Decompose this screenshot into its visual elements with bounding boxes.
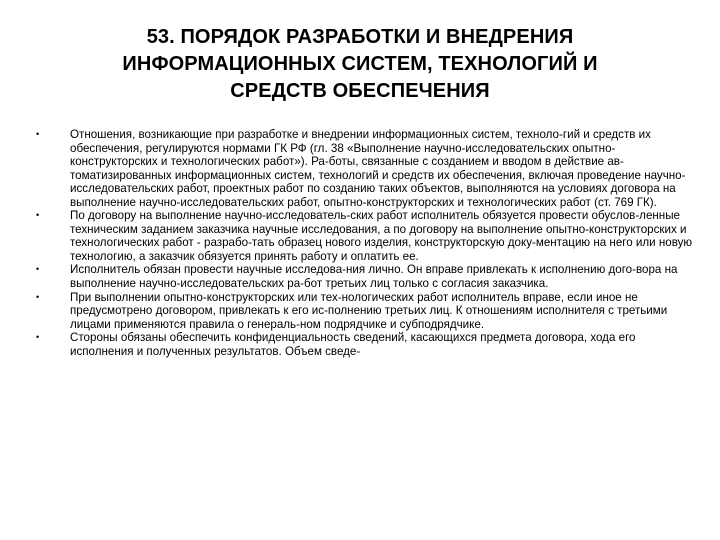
bullet-icon: • [36,210,40,221]
bullet-icon: • [36,291,40,302]
bullet-text: Исполнитель обязан провести научные исследова-ния лично. Он вправе привлекать к исполнению дого-вора на выполнение научно-исследовательских ра-бот третьих лиц только с согласия заказчика. [70,263,678,290]
slide-title [40,24,680,105]
bullet-item [36,128,696,209]
bullet-item [36,263,696,290]
bullet-text: Отношения, возникающие при разработке и внедрении информационных систем, техноло-гий и средств их обеспечения, регулируются нормами ГК РФ (гл. 38 «Выполнение научно-исследовательских опытно-конструкторских и технологических работ»). Ра-боты, связанные с созданием и вводом в действие ав-томатизированных информационных систем, технологий и средств их обеспечения, включая проведение научно-исследовательских работ, проектных работ по созданию таких объектов, выполняются на условиях договора на выполнение научно-исследовательских работ, опытно-конструкторских и технологических работ (ст. 769 ГК). [70,128,686,209]
bullet-icon: • [36,332,40,343]
bullet-list [36,128,696,358]
title-line-1: 53. ПОРЯДОК РАЗРАБОТКИ И ВНЕДРЕНИЯ [146,26,574,48]
title-line-2: ИНФОРМАЦИОННЫХ СИСТЕМ, ТЕХНОЛОГИЙ И [122,53,598,75]
bullet-item [36,209,696,263]
bullet-text: По договору на выполнение научно-исследователь-ских работ исполнитель обязуется провести обуслов-ленные техническим заданием заказчика научные исследования, а по договору на выполнение опытно-конструкторских и технологических работ - разрабо-тать образец нового изделия, конструкторскую доку-ментацию на него или новую технологию, а заказчик обязуется принять работу и оплатить ее. [70,209,693,263]
title-line-3: СРЕДСТВ ОБЕСПЕЧЕНИЯ [230,80,490,102]
bullet-icon: • [36,264,40,275]
bullet-text: При выполнении опытно-конструкторских или тех-нологических работ исполнитель вправе, если иное не предусмотрено договором, привлекать к его ис-полнению третьих лиц. К отношениям исполнителя с третьими лицами применяются правила о генераль-ном подрядчике и субподрядчике. [70,290,668,331]
bullet-item [36,291,696,332]
bullet-icon: • [36,129,40,139]
bullet-item [36,331,696,358]
bullet-text: Стороны обязаны обеспечить конфиденциальность сведений, касающихся предмета договора, хода его исполнения и полученных результатов. Объем сведе- [70,331,636,358]
